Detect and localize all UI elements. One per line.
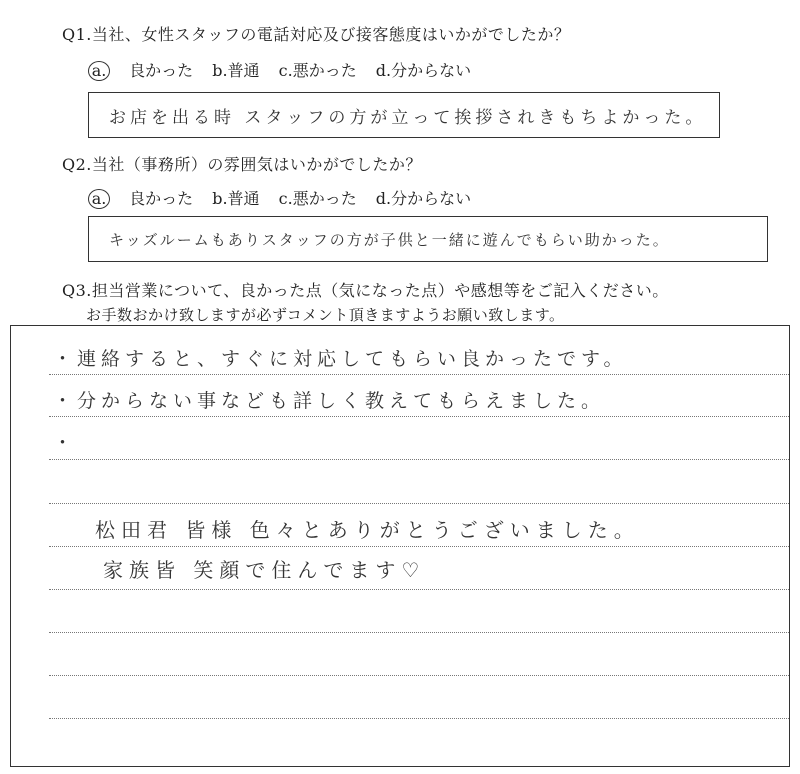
rule-line — [49, 546, 789, 547]
q1-option-c[interactable]: c.悪かった — [278, 61, 357, 80]
q1-option-a-circled[interactable]: a. — [88, 61, 110, 81]
q2-answer-text: キッズルームもありスタッフの方が子供と一緒に遊んでもらい助かった。 — [109, 230, 670, 249]
comment-line-1: ・連絡すると、すぐに対応してもらい良かったです。 — [53, 348, 628, 370]
q2-option-c[interactable]: c.悪かった — [278, 189, 357, 208]
rule-line — [49, 632, 789, 633]
comment-line-5: 松田君 皆様 色々とありがとうございました。 — [95, 518, 640, 542]
rule-line — [49, 718, 789, 719]
comment-line-6: 家族皆 笑顔で住んでます♡ — [103, 558, 426, 582]
rule-line — [49, 459, 789, 460]
q1-option-a-label: 良かった — [129, 61, 194, 80]
q2-option-a-circled[interactable]: a. — [88, 189, 110, 209]
q1-option-d[interactable]: d.分からない — [375, 61, 472, 80]
q2-answer-box — [88, 216, 768, 262]
q2-option-b[interactable]: b.普通 — [212, 189, 260, 208]
q1-question: Q1.当社、女性スタッフの電話対応及び接客態度はいかがでしたか？ — [62, 25, 571, 44]
q1-answer-text: お店を出る時 スタッフの方が立って挨拶されきもちよかった。 — [109, 107, 707, 128]
q2-question: Q2.当社（事務所）の雰囲気はいかがでしたか？ — [62, 155, 422, 174]
q2-option-a-label: 良かった — [129, 189, 194, 208]
q3-comment-box[interactable] — [10, 325, 790, 767]
q1-answer-box — [88, 92, 720, 138]
q1-options — [88, 58, 485, 81]
q2-options — [88, 186, 485, 209]
comment-line-2: ・分からない事なども詳しく教えてもらえました。 — [53, 390, 606, 412]
rule-line — [49, 589, 789, 590]
rule-line — [49, 675, 789, 676]
q1-option-b[interactable]: b.普通 — [212, 61, 260, 80]
q3-note: お手数おかけ致しますが必ずコメント頂きますようお願い致します。 — [86, 306, 565, 324]
q3-question: Q3.担当営業について、良かった点（気になった点）や感想等をご記入ください。 — [62, 281, 669, 300]
rule-line — [49, 416, 789, 417]
q2-option-d[interactable]: d.分からない — [375, 189, 472, 208]
comment-line-3: ・ — [53, 432, 78, 454]
rule-line — [49, 503, 789, 504]
rule-line — [49, 374, 789, 375]
